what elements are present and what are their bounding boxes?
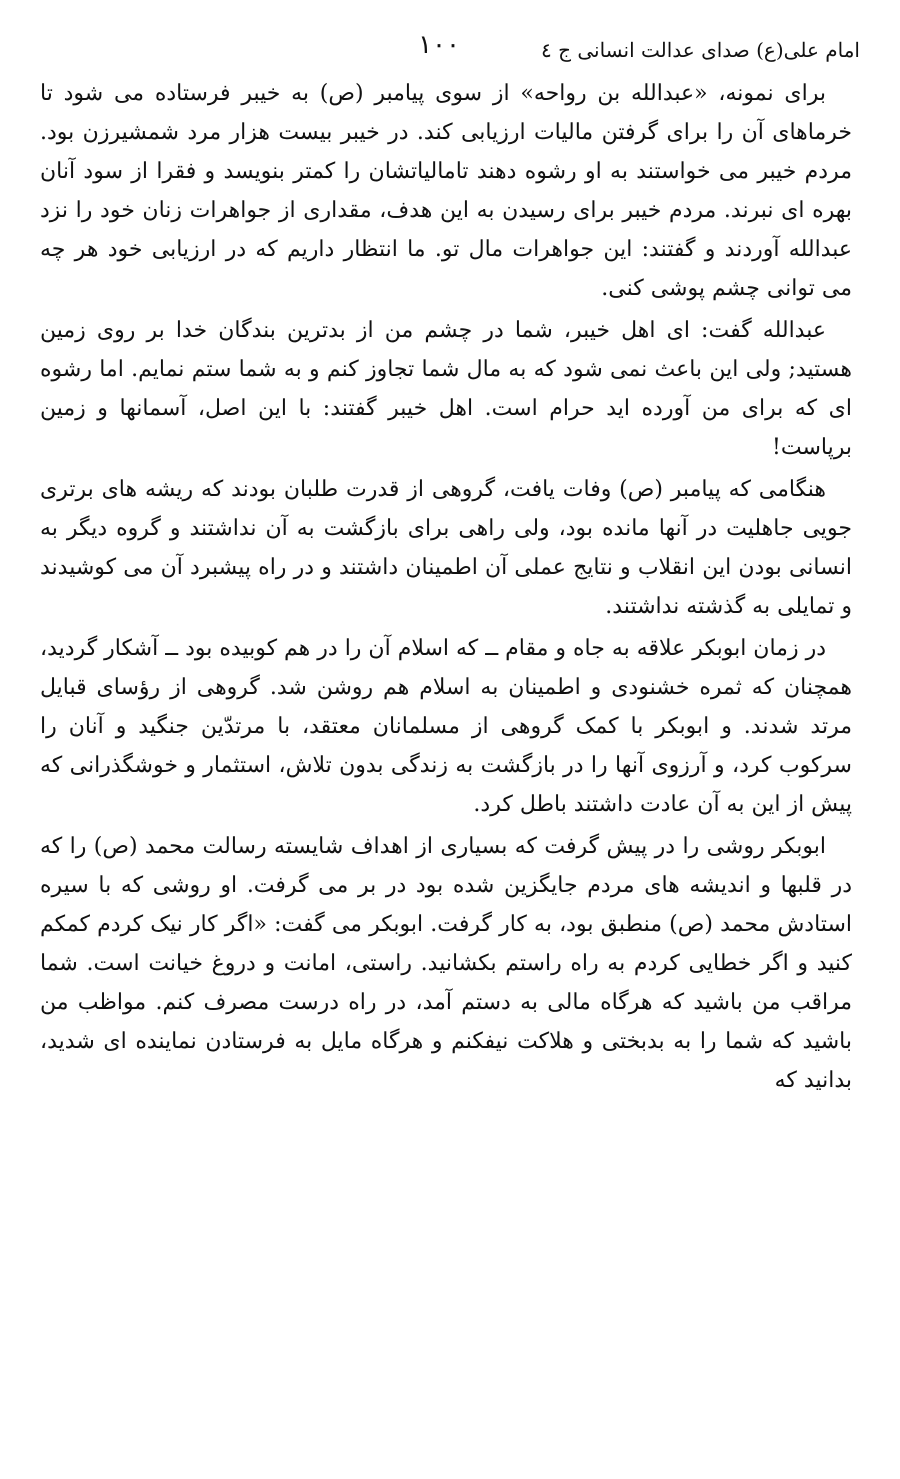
page-number: ١٠٠ xyxy=(418,30,460,60)
paragraph: برای نمونه، «عبدالله بن رواحه» از سوی پیامبر (ص) به خیبر فرستاده می شود تا خرماهای آن را برای گرفتن مالیات ارزیابی کند. در خیبر بیست هزار مرد شمشیرزن بود. مردم خیبر می خواستند به او رشوه دهند تامالیاتشان را کمتر بنویسد و فقرا از سود آنان بهره ای نبرند. مردم خیبر برای رسیدن به این هدف، مقداری از جواهرات زنان خود را نزد عبدالله آوردند و گفتند: این جواهرات مال تو. ما انتظار داریم که در ارزیابی خود هر چه می توانی چشم پوشی کنی. xyxy=(40,81,852,301)
paragraph: در زمان ابوبکر علاقه به جاه و مقام ــ که اسلام آن را در هم کوبیده بود ــ آشکار گردید، همچنان که ثمره خشنودی و اطمینان به اسلام هم روشن شد. گروهی از رؤسای قبایل مرتد شدند. و ابوبکر با کمک گروهی از مسلمانان معتقد، با مرتدّین جنگید و آنان را سرکوب کرد، و آرزوی آنها را در بازگشت به زندگی بدون تلاش، استثمار و خوشگذرانی که پیش از این به آن عادت داشتند باطل کرد. xyxy=(40,636,852,817)
page-header xyxy=(40,30,860,70)
paragraph: ابوبکر روشی را در پیش گرفت که بسیاری از اهداف شایسته رسالت محمد (ص) را که در قلبها و اندیشه های مردم جایگزین شده بود در بر می گرفت. او روشی که با سیره استادش محمد (ص) منطبق بود، به کار گرفت. ابوبکر می گفت: «اگر کار نیک کردم کمکم کنید و اگر خطایی کردم به راه راستم بکشانید. راستی، امانت و دروغ خیانت است. شما مراقب من باشید که هرگاه مالی به دستم آمد، در راه درست مصرف کنم. مواظب من باشید که شما را به بدبختی و هلاکت نیفکنم و هرگاه مایل به فرستادن نماینده ای شدید، بدانید که xyxy=(40,834,852,1093)
running-title: امام علی(ع) صدای عدالت انسانی ج ٤ xyxy=(540,38,860,62)
paragraph: هنگامی که پیامبر (ص) وفات یافت، گروهی از قدرت طلبان بودند که ریشه های برتری جویی جاهلیت در آنها مانده بود، ولی راهی برای بازگشت به آن نداشتند و گروه دیگر به انسانی بودن این انقلاب و نتایج عملی آن اطمینان داشتند و در راه پیشبرد آن می کوشیدند و تمایلی به گذشته نداشتند. xyxy=(40,477,852,619)
body-text xyxy=(40,74,852,1103)
paragraph: عبدالله گفت: ای اهل خیبر، شما در چشم من از بدترین بندگان خدا بر روی زمین هستید; ولی این باعث نمی شود که به مال شما تجاوز کنم و به شما ستم نمایم. اما رشوه ای که برای من آورده اید حرام است. اهل خیبر گفتند: با این اصل، آسمانها و زمین برپاست! xyxy=(40,318,852,460)
